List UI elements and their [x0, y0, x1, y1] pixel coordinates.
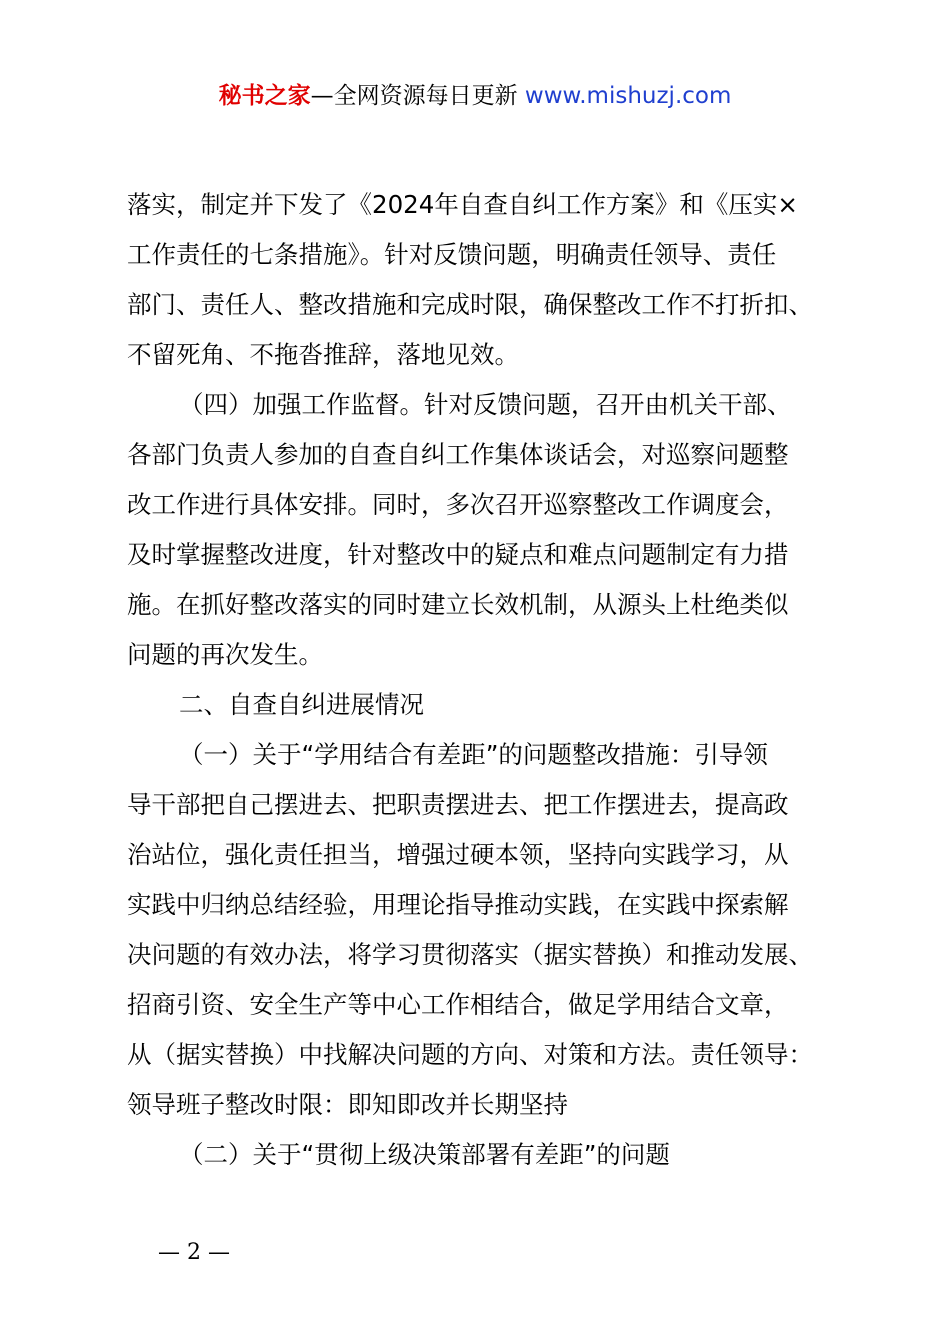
- text-line: 实践中归纳总结经验，用理论指导推动实践，在实践中探索解: [127, 890, 789, 919]
- paragraph-first-line: （一）关于“学用结合有差距”的问题整改措施：引导领: [179, 740, 768, 769]
- brand-name: 秘书之家: [218, 83, 311, 109]
- text-line: 及时掌握整改进度，针对整改中的疑点和难点问题制定有力措: [127, 540, 789, 569]
- text-line: 各部门负责人参加的自查自纠工作集体谈话会，对巡察问题整: [127, 440, 789, 469]
- text-line: 不留死角、不拖沓推辞，落地见效。: [127, 340, 519, 369]
- text-line: 施。在抓好整改落实的同时建立长效机制，从源头上杜绝类似: [127, 590, 789, 619]
- site-url-link[interactable]: www.mishuzj.com: [524, 83, 732, 109]
- text-line: 问题的再次发生。: [127, 640, 323, 669]
- document-body: [127, 180, 857, 1180]
- text-line: 领导班子整改时限：即知即改并长期坚持: [127, 1090, 568, 1119]
- text-line: 决问题的有效办法，将学习贯彻落实（据实替换）和推动发展、: [127, 940, 813, 969]
- text-line: 治站位，强化责任担当，增强过硬本领，坚持向实践学习，从: [127, 840, 789, 869]
- section-heading: 二、自查自纠进展情况: [179, 690, 424, 719]
- text-line: 工作责任的七条措施》。针对反馈问题，明确责任领导、责任: [127, 240, 777, 269]
- text-line: 落实，制定并下发了《2024年自查自纠工作方案》和《压实×: [127, 190, 798, 219]
- text-line: 部门、责任人、整改措施和完成时限，确保整改工作不打折扣、: [127, 290, 813, 319]
- header-tagline: —全网资源每日更新: [310, 83, 518, 109]
- site-header: [0, 80, 950, 112]
- paragraph-first-line: （二）关于“贯彻上级决策部署有差距”的问题: [179, 1140, 670, 1169]
- text-line: 导干部把自己摆进去、把职责摆进去、把工作摆进去，提高政: [127, 790, 789, 819]
- text-line: 招商引资、安全生产等中心工作相结合，做足学用结合文章，: [127, 990, 789, 1019]
- paragraph-first-line: （四）加强工作监督。针对反馈问题，召开由机关干部、: [179, 390, 792, 419]
- page-number: — 2 —: [158, 1240, 230, 1265]
- text-line: 改工作进行具体安排。同时，多次召开巡察整改工作调度会，: [127, 490, 789, 519]
- text-line: 从（据实替换）中找解决问题的方向、对策和方法。责任领导：: [127, 1040, 813, 1069]
